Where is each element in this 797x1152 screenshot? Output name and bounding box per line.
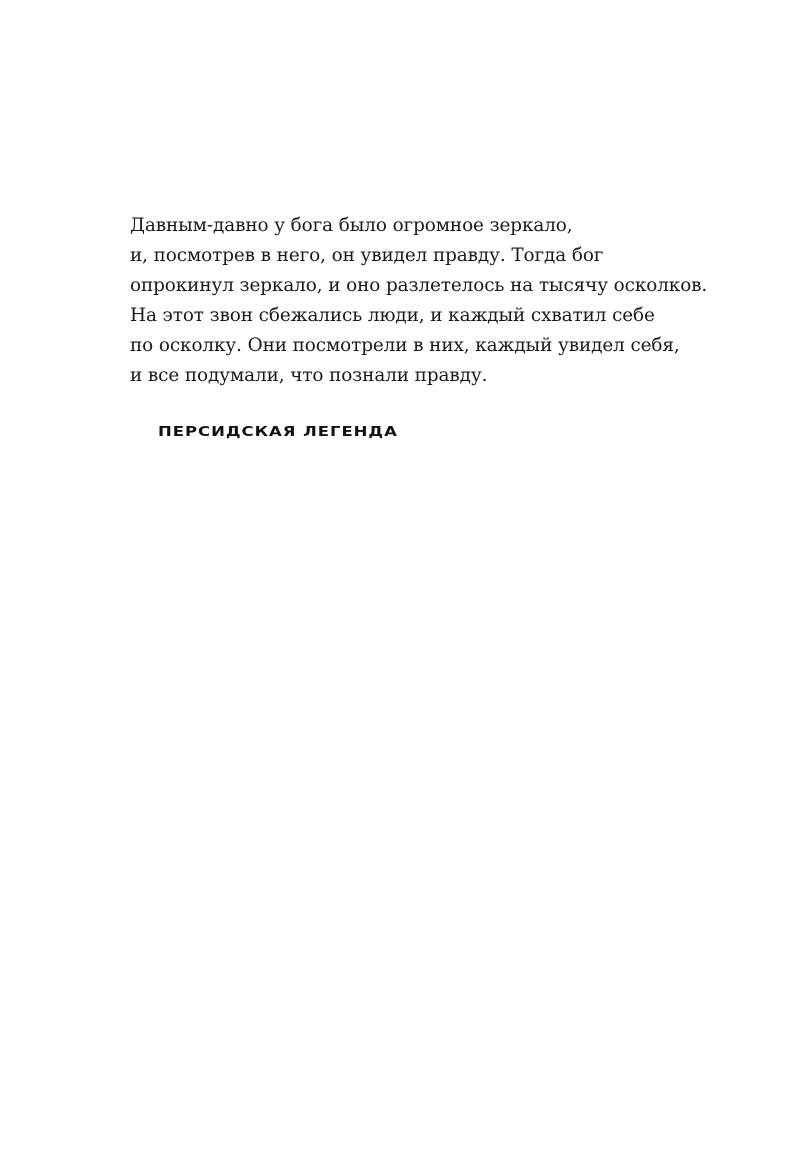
epigraph-line: и, посмотрев в него, он увидел правду. Тогда бог	[130, 245, 604, 266]
epigraph-line: опрокинул зеркало, и оно разлетелось на тысячу осколков.	[130, 275, 708, 296]
epigraph-line: и все подумали, что познали правду.	[130, 365, 488, 386]
epigraph-line: На этот звон сбежались люди, и каждый схватил себе	[130, 305, 655, 326]
epigraph-line: по осколку. Они посмотрели в них, каждый увидел себя,	[130, 335, 680, 356]
epigraph-line: Давным-давно у бога было огромное зеркало,	[130, 215, 573, 236]
epigraph-attribution: ПЕРСИДСКАЯ ЛЕГЕНДА	[158, 424, 398, 440]
epigraph-text	[130, 211, 750, 391]
